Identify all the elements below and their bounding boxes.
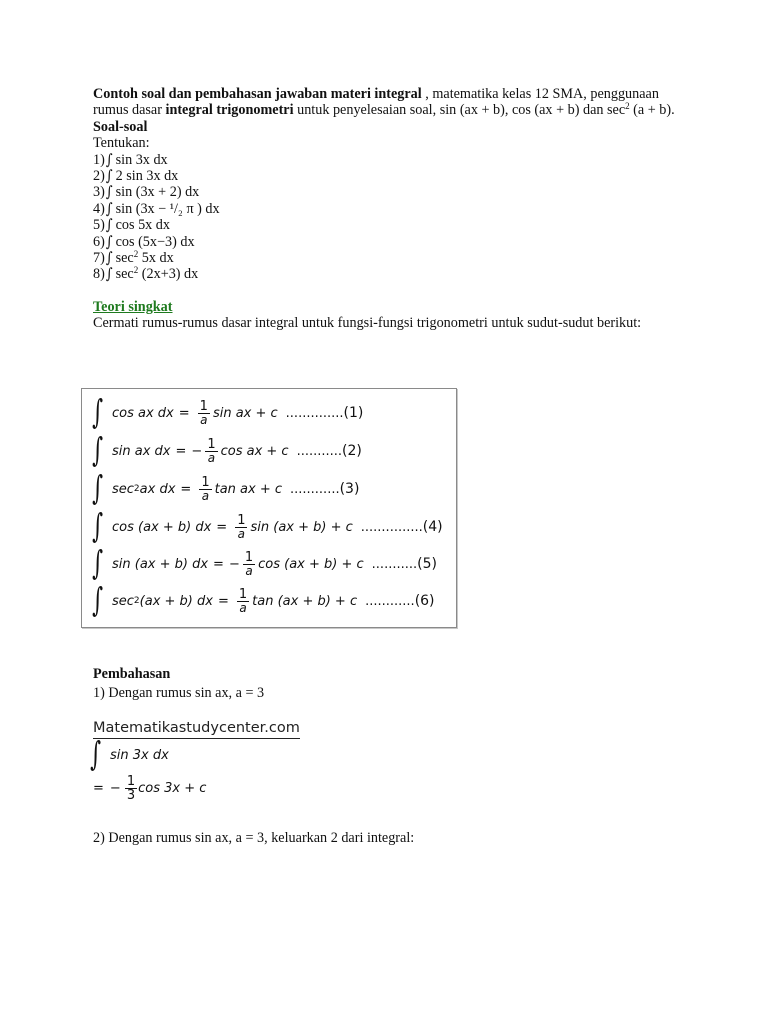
integral-icon: ∫ (92, 469, 104, 508)
integral-icon: ∫ (105, 249, 113, 267)
integral-icon: ∫ (92, 393, 104, 432)
formula-image (81, 388, 457, 628)
document-body (93, 86, 693, 332)
integral-icon: ∫ (105, 167, 113, 186)
teori-heading[interactable]: Teori singkat (93, 298, 173, 315)
integral-icon: ∫ (90, 735, 102, 774)
list-item: 2)∫ 2 sin 3x dx (93, 167, 179, 186)
integral-icon: ∫ (92, 581, 104, 620)
integral-icon: ∫ (92, 431, 104, 470)
integral-icon: ∫ (105, 233, 113, 251)
soal-list (93, 152, 693, 283)
intro-bold-topic: integral trigonometri (165, 102, 294, 119)
teori-text: Cermati rumus-rumus dasar integral untuk fungsi-fungsi trigonometri untuk sudut-sudut berikut: (93, 315, 642, 332)
pembahasan-step-2: 2) Dengan rumus sin ax, a = 3, keluarkan 2 dari integral: (93, 830, 415, 846)
formula-row-4: ∫ cos (ax + b) dx = $\frac{1}{a}$ sin (ax + b) + c ............... (4) (92, 507, 443, 546)
list-item: 6)∫ cos (5x−3) dx (93, 233, 195, 251)
formula-row-6: ∫ sec 2 (ax + b) dx = $\frac{1}{a}$ tan (ax + b) + c ............ (6) (92, 581, 435, 620)
list-item: 7)∫ $\sec^2 5x$ dx (93, 248, 174, 267)
soal-prompt: Tentukan: (93, 135, 150, 152)
formula-row-2: ∫ sin ax dx = − $\frac{1}{a}$ cos ax + c ........... (2) (92, 431, 362, 470)
list-item: 3)∫ sin (3x + 2) dx (93, 184, 200, 202)
solution-line-2: = − $\frac{1}{3}$ cos 3x + c (93, 774, 207, 803)
integral-icon: ∫ (105, 200, 113, 218)
pembahasan-heading: Pembahasan (93, 666, 171, 682)
intro-bold-title: Contoh soal dan pembahasan jawaban materi integral (93, 86, 422, 102)
integral-icon: ∫ (105, 216, 113, 235)
list-item: 8)∫ $\sec^2 (2x+3)$ dx (93, 265, 199, 284)
formula-row-1: ∫ cos ax dx = $\frac{1}{a}$ sin ax + c .............. (1) (92, 393, 364, 432)
integral-icon: ∫ (105, 184, 113, 202)
integral-icon: ∫ (92, 507, 104, 546)
solution-line-1: ∫ sin 3x dx (90, 735, 169, 774)
pembahasan-step-1: 1) Dengan rumus sin ax, a = 3 (93, 685, 265, 701)
soal-heading: Soal-soal (93, 118, 148, 135)
list-item: 5)∫ cos 5x dx (93, 216, 170, 235)
list-item: 4)∫ sin (3x − ¹/₂ π ) dx (93, 200, 220, 218)
integral-icon: ∫ (92, 544, 104, 583)
integral-icon: ∫ (105, 151, 113, 169)
list-item: 1)∫ sin 3x dx (93, 151, 168, 169)
integral-icon: ∫ (105, 266, 113, 284)
watermark-text: Matematikastudycenter.com (93, 720, 300, 739)
formula-row-3: ∫ sec 2 ax dx = $\frac{1}{a}$ tan ax + c ............ (3) (92, 469, 360, 508)
formula-row-5: ∫ sin (ax + b) dx = − $\frac{1}{a}$ cos (ax + b) + c ........... (5) (92, 544, 437, 583)
intro-paragraph: Contoh soal dan pembahasan jawaban materi integral , matematika kelas 12 SMA, penggunaan rumus dasar integral trigonometri untuk penyelesaian soal, sin (ax + b), cos (ax + b) dan $\sec^2 (a + b)$. (93, 86, 675, 119)
